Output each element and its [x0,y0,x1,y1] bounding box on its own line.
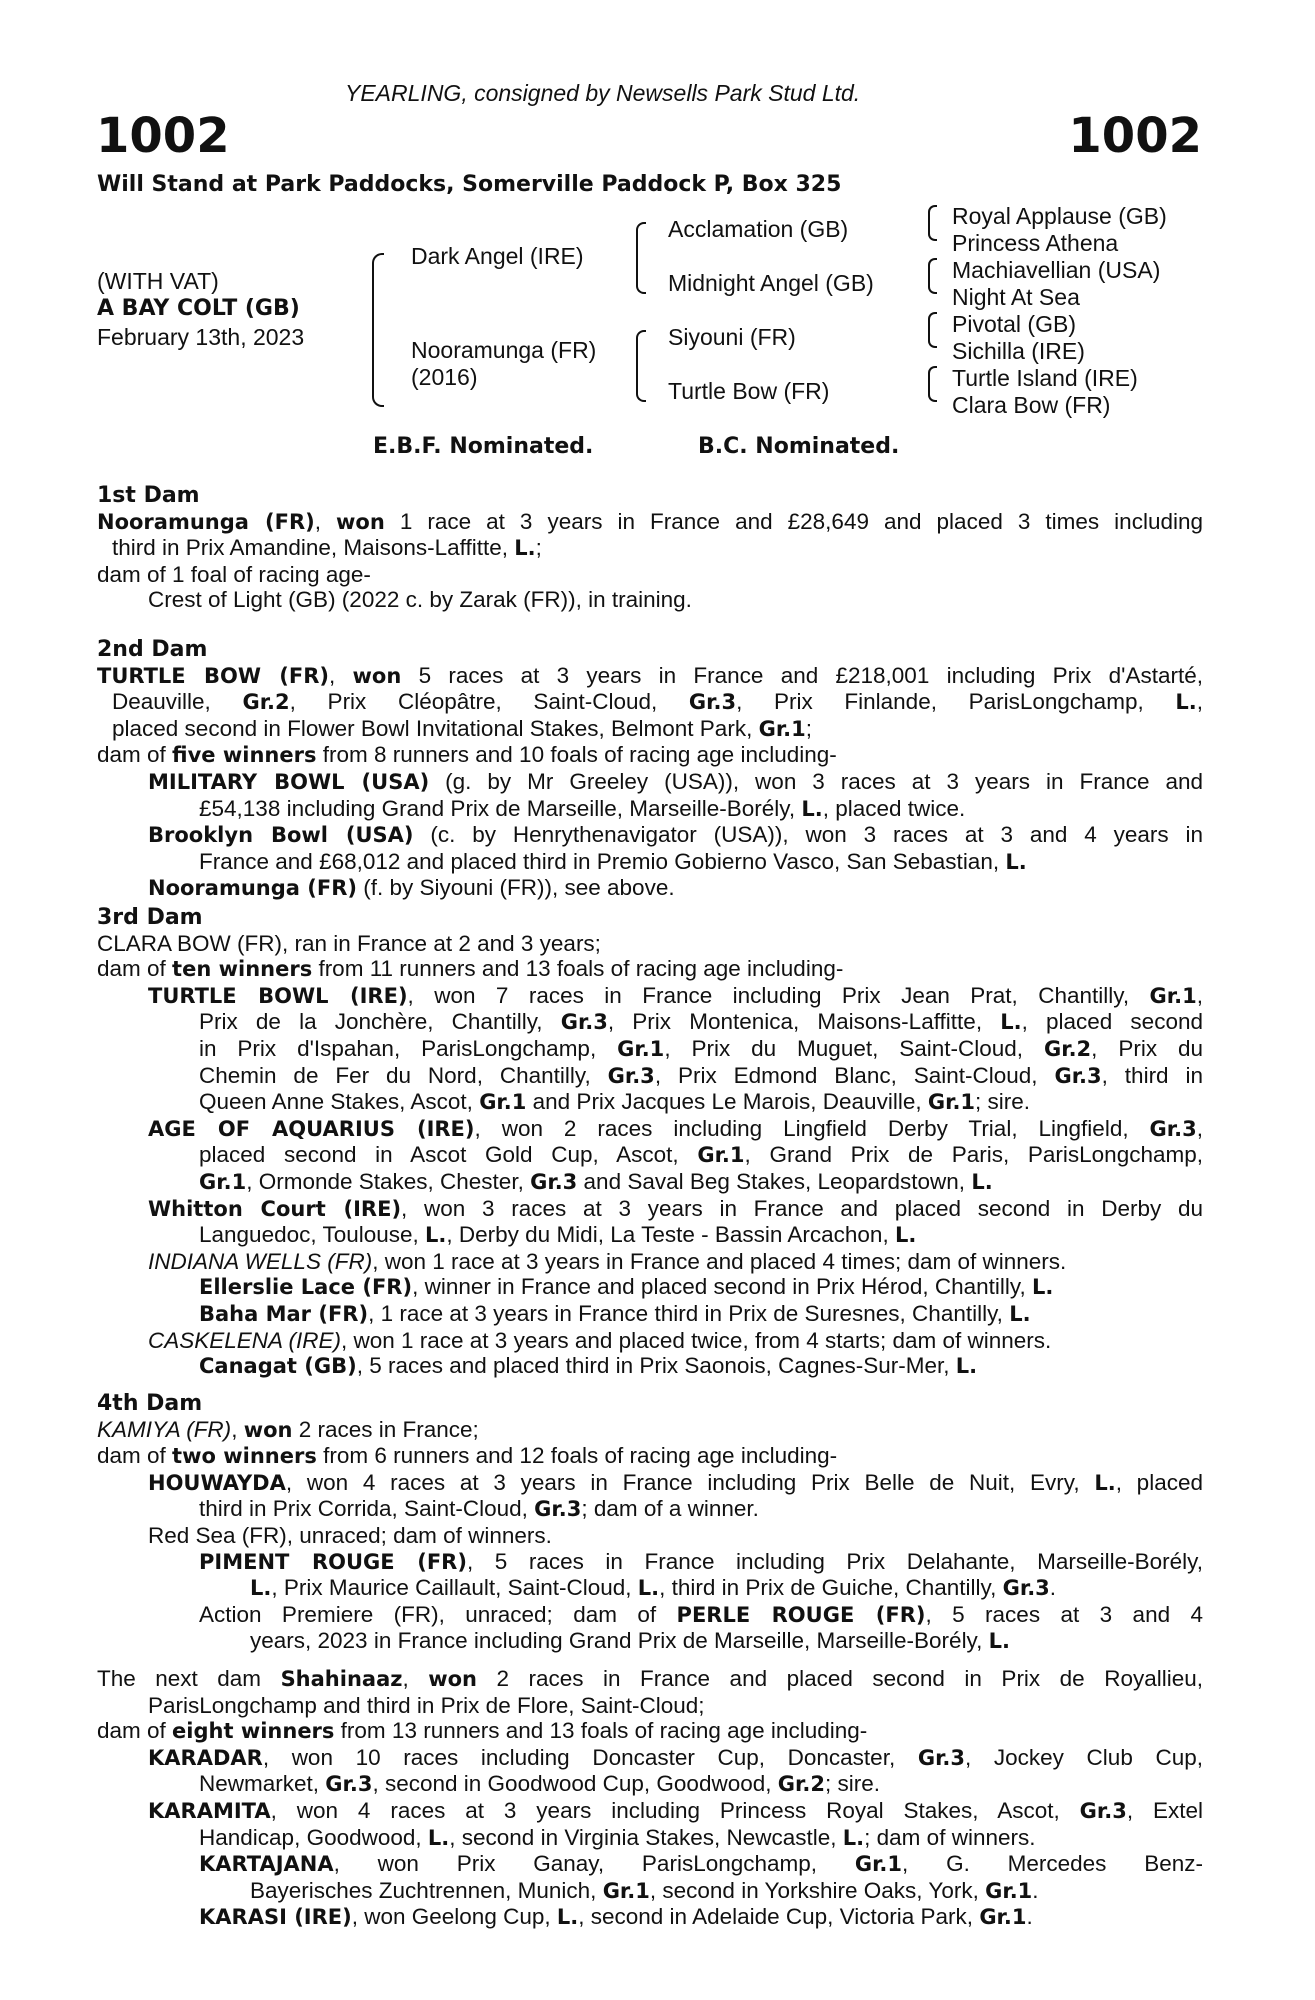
horse-name: Baha Mar (FR) [199,1301,369,1326]
third-dam-section: 3rd Dam CLARA BOW (FR), ran in France at 2 and 3 years; dam of ten winners from 11 runners and 13 foals of racing age including- TURTLE BOWL (IRE), won 7 races in France including Prix Jean Prat, Chantilly, Gr.1, Prix de la Jonchère, Chantilly, Gr.3, Prix Montenica, Maisons-Laffitte, L., placed second in Prix d'Ispahan, ParisLongchamp, Gr.1, Prix du Muguet, Saint-Cloud, Gr.2, Prix du Chemin de Fer du Nord, Chantilly, Gr.3, Prix Edmond Blanc, Saint-Cloud, Gr.3, third in Queen Anne Stakes, Ascot, Gr.1 and Prix Jacques Le Marois, Deauville, Gr.1; sire. AGE OF AQUARIUS (IRE), won 2 races including Lingfield Derby Trial, Lingfield, Gr.3, placed second in Ascot Gold Cup, Ascot, Gr.1, Grand Prix de Paris, ParisLongchamp, Gr.1, Ormonde Stakes, Chester, Gr.3 and Saval Beg Stakes, Leopardstown, L. Whitton Court (IRE), won 3 races at 3 years in France and placed second in Derby du Languedoc, Toulouse, L., Derby du Midi, La Teste - Bassin Arcachon, L. INDIANA WELLS (FR), won 1 race at 3 years in France and placed 4 times; dam of winners. Ellerslie Lace (FR), winner in France and placed second in Prix Hérod, Chantilly, L. Baha Mar (FR), 1 race at 3 years in France third in Prix de Suresnes, Chantilly, L. CASKELENA (IRE), won 1 race at 3 years and placed twice, from 4 starts; dam of winners. Canagat (GB), 5 races and placed third in Prix Saonois, Cagnes-Sur-Mer, L. [97,905,1203,1379]
pedigree-dam-year: (2016) [411,364,478,390]
next-dam-section: The next dam Shahinaaz, won 2 races in France and placed second in Prix de Royallieu, ParisLongchamp and third in Prix de Flore, Saint-Cloud; dam of eight winners from 13 runners and 13 foals of racing age including- KARADAR, won 10 races including Doncaster Cup, Doncaster, Gr.3, Jockey Club Cup, Newmarket, Gr.3, second in Goodwood Cup, Goodwood, Gr.2; sire. KARAMITA, won 4 races at 3 years including Princess Royal Stakes, Ascot, Gr.3, Extel Handicap, Goodwood, L., second in Virginia Stakes, Newcastle, L.; dam of winners. KARTAJANA, won Prix Ganay, ParisLongchamp, Gr.1, G. Mercedes Benz- Bayerisches Zuchtrennen, Munich, Gr.1, second in Yorkshire Oaks, York, Gr.1. KARASI (IRE), won Geelong Cup, L., second in Adelaide Cup, Victoria Park, Gr.1. [97,1666,1203,1930]
horse-name: MILITARY BOWL (USA) [148,769,430,794]
horse-name: TURTLE BOWL (IRE) [148,983,408,1008]
lot-number-right: 1002 [1068,108,1202,164]
horse-name: KARADAR [148,1745,263,1770]
pedigree-dsd: Sichilla (IRE) [952,338,1085,364]
pedigree-sds: Machiavellian (USA) [952,257,1161,283]
vat-label: (WITH VAT) [97,268,219,294]
section-heading: 3rd Dam [97,905,203,930]
section-heading: 4th Dam [97,1391,203,1416]
pedigree-ddd: Clara Bow (FR) [952,392,1111,418]
horse-name: PERLE ROUGE (FR) [676,1602,926,1627]
horse-name: KARTAJANA [199,1852,334,1877]
pedigree-brace-2a [636,222,646,294]
pedigree-dam-dam: Turtle Bow (FR) [668,378,830,404]
pedigree-sss: Royal Applause (GB) [952,203,1167,229]
pedigree-sire-dam: Midnight Angel (GB) [668,270,874,296]
horse-name: Brooklyn Bowl (USA) [148,823,414,848]
section-heading: 1st Dam [97,483,200,508]
section-heading: 2nd Dam [97,637,208,662]
pedigree-brace-1 [372,253,384,407]
second-dam-section: 2nd Dam TURTLE BOW (FR), won 5 races at 3 years in France and £218,001 including Prix d'Astarté, Deauville, Gr.2, Prix Cléopâtre, Saint-Cloud, Gr.3, Prix Finlande, ParisLongchamp, L., placed second in Flower Bowl Invitational Stakes, Belmont Park, Gr.1; dam of five winners from 8 runners and 10 foals of racing age including- MILITARY BOWL (USA) (g. by Mr Greeley (USA)), won 3 races at 3 years in France and £54,138 including Grand Prix de Marseille, Marseille-Borély, L., placed twice. Brooklyn Bowl (USA) (c. by Henrythenavigator (USA)), won 3 races at 3 and 4 years in France and £68,012 and placed third in Premio Gobierno Vasco, San Sebastian, L. Nooramunga (FR) (f. by Siyouni (FR)), see above. [97,637,1203,901]
horse-name: KARAMITA [148,1798,271,1823]
horse-name: Nooramunga (FR) [97,509,315,534]
fourth-dam-section: 4th Dam KAMIYA (FR), won 2 races in France; dam of two winners from 6 runners and 12 foals of racing age including- HOUWAYDA, won 4 races at 3 years in France including Prix Belle de Nuit, Evry, L., placed third in Prix Corrida, Saint-Cloud, Gr.3; dam of a winner. Red Sea (FR), unraced; dam of winners. PIMENT ROUGE (FR), 5 races in France including Prix Delahante, Marseille-Borély, L., Prix Maurice Caillault, Saint-Cloud, L., third in Prix de Guiche, Chantilly, Gr.3. Action Premiere (FR), unraced; dam of PERLE ROUGE (FR), 5 races at 3 and 4 years, 2023 in France including Grand Prix de Marseille, Marseille-Borély, L. [97,1391,1203,1654]
horse-dob: February 13th, 2023 [97,324,305,350]
horse-name: Canagat (GB) [199,1354,357,1379]
pedigree-dds: Turtle Island (IRE) [952,365,1138,391]
bc-nominated: B.C. Nominated. [698,434,900,459]
pedigree-dam-sire: Siyouni (FR) [668,324,796,350]
lot-number-left: 1002 [96,108,230,164]
horse-name: KAMIYA (FR) [97,1416,232,1442]
pedigree-brace-3a [928,205,937,241]
pedigree-brace-3b [928,258,937,294]
horse-name: A BAY COLT (GB) [97,296,300,321]
pedigree-brace-3d [928,366,937,402]
first-dam-section: 1st Dam Nooramunga (FR), won 1 race at 3 years in France and £28,649 and placed 3 times including third in Prix Amandine, Maisons-Laffitte, L.; dam of 1 foal of racing age- Crest of Light (GB) (2022 c. by Zarak (FR)), in training. [97,483,1203,613]
horse-name: AGE OF AQUARIUS (IRE) [148,1116,475,1141]
pedigree-sire: Dark Angel (IRE) [411,243,584,269]
horse-name: KARASI (IRE) [199,1905,352,1930]
horse-name: Shahinaaz [280,1667,403,1691]
consignor-line: YEARLING, consigned by Newsells Park Stud Ltd. [345,80,861,106]
pedigree-dss: Pivotal (GB) [952,311,1076,337]
horse-name: Ellerslie Lace (FR) [199,1275,413,1300]
pedigree-ssd: Princess Athena [952,230,1119,256]
horse-name: Whitton Court (IRE) [148,1196,402,1221]
pedigree-sire-sire: Acclamation (GB) [668,216,849,242]
horse-name: TURTLE BOW (FR) [97,663,330,688]
pedigree-brace-2b [636,330,646,402]
horse-name: CASKELENA (IRE) [148,1327,341,1353]
horse-name: Nooramunga (FR) [148,876,357,901]
pedigree-dam: Nooramunga (FR) [411,337,597,363]
pedigree-sdd: Night At Sea [952,284,1080,310]
ebf-nominated: E.B.F. Nominated. [373,434,594,459]
pedigree-brace-3c [928,312,937,348]
horse-name: PIMENT ROUGE (FR) [199,1549,467,1574]
horse-name: INDIANA WELLS (FR) [148,1248,373,1274]
stand-location: Will Stand at Park Paddocks, Somerville Paddock P, Box 325 [97,172,842,197]
horse-name: HOUWAYDA [148,1470,286,1495]
